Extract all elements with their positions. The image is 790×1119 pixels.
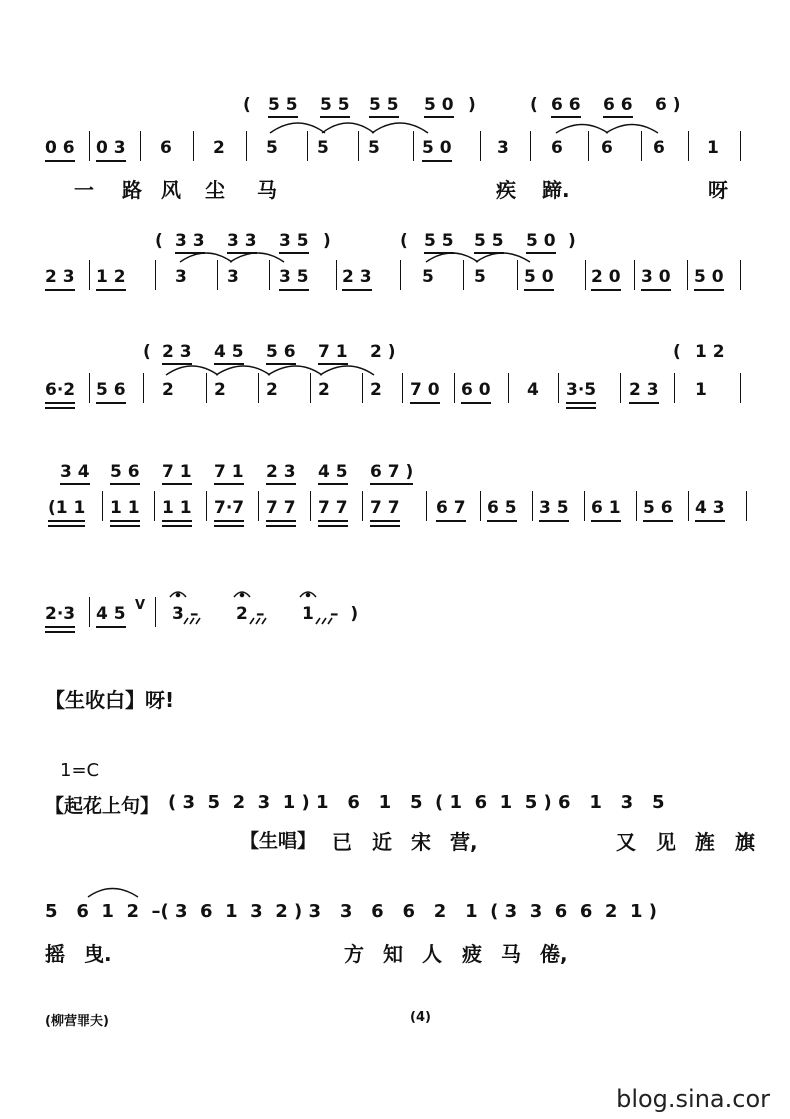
notation-row-7: 5 6 1 2 –( 3 6 1 3 2 ) 3 3 6 6 2 1 ( 3 3 6 6 2 1 ) xyxy=(45,901,657,922)
notation-row-4: (1 1 1 1 1 1 7·7 7 7 7 7 7 7 6 7 6 5 3 5 6 1 5 6 4 3 xyxy=(0,497,790,537)
page-number: (4) xyxy=(410,1010,431,1025)
footer-title: (柳营罪夫) xyxy=(45,1014,109,1029)
notation-row-5: 2·3 4 5 V 3 – 2 – 1 – ) xyxy=(0,603,790,643)
singer-label: 【生唱】 xyxy=(240,830,317,852)
notation-row-3: 6·2 5 6 2 2 2 2 2 7 0 6 0 4 3·5 2 3 1 xyxy=(0,379,790,419)
barline xyxy=(89,131,90,161)
key-signature: 1=C xyxy=(60,760,100,781)
section-label: 【起花上句】 xyxy=(45,795,160,817)
breath-mark: V xyxy=(135,598,146,613)
watermark: blog.sina.cor xyxy=(616,1085,770,1113)
notation-row-6: ( 3 5 2 3 1 ) 1 6 1 5 ( 1 6 1 5 ) 6 1 3 5 xyxy=(168,792,665,813)
upper-voice-1b: ( xyxy=(530,95,538,115)
spoken-line: 【生收白】呀! xyxy=(45,688,175,712)
upper-voice-1: ( xyxy=(243,95,251,115)
notation-row-1: 0 6 0 3 6 2 5 5 5 5 0 3 6 6 6 1 xyxy=(0,137,790,177)
notation-row-2: 2 3 1 2 3 3 3 5 2 3 5 5 5 0 2 0 3 0 5 0 xyxy=(0,266,790,306)
